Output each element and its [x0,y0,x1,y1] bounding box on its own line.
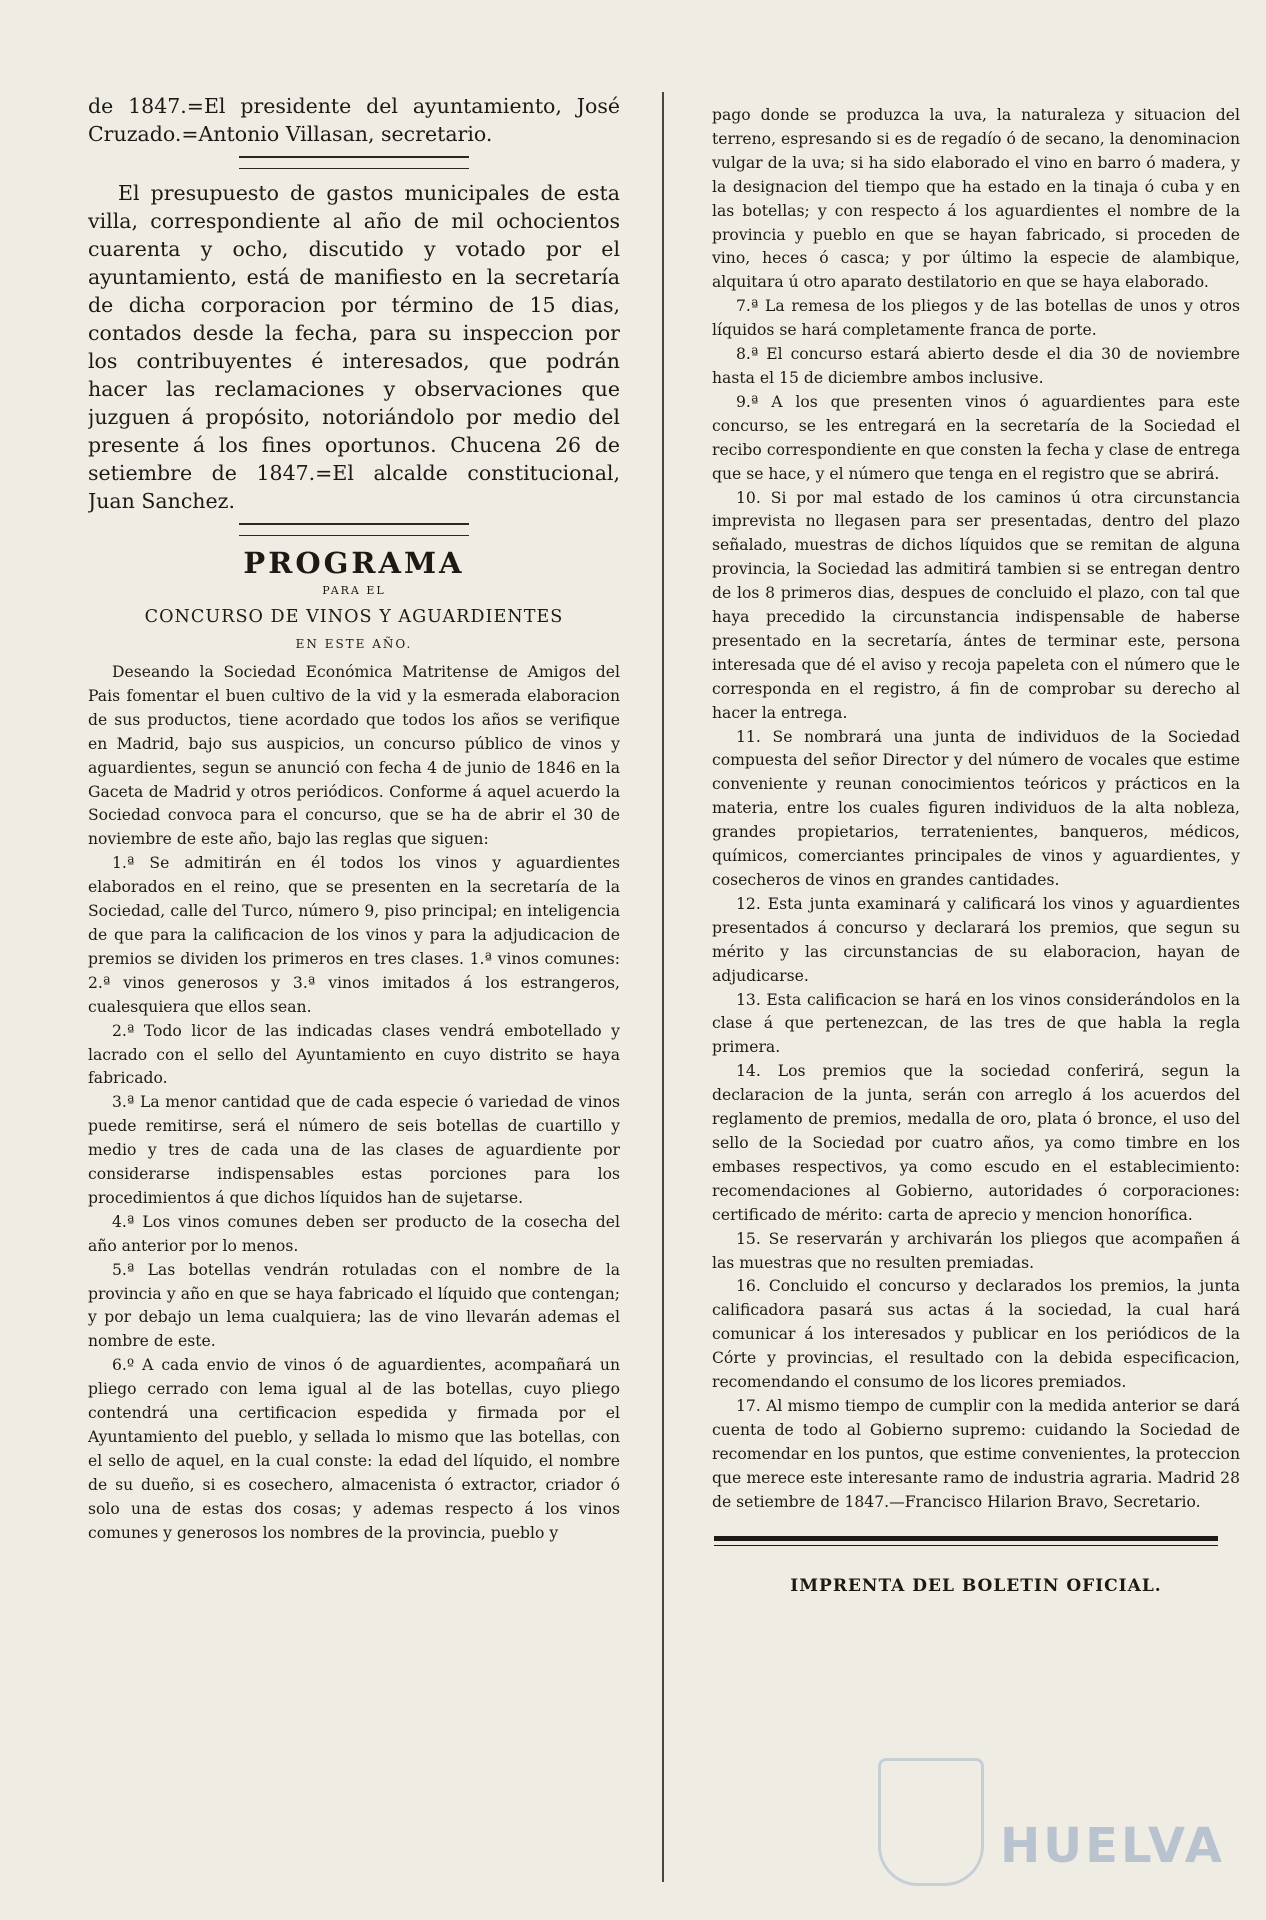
rule-8: 8.ª El concurso estará abierto desde el dia 30 de noviembre hasta el 15 de diciembre ambos inclusive. [712,345,1240,387]
imprint-line: IMPRENTA DEL BOLETIN OFICIAL. [790,1576,1162,1597]
left-paragraph-2: El presupuesto de gastos municipales de esta villa, correspondiente al año de mil ochocientos cuarenta y ocho, discutido y votado por el ayuntamiento, está de manifiesto en la secretaría de dicha corporacion por término de 15 dias, contados desde la fecha, para su inspeccion por los contribuyentes é interesados, que podrán hacer las reclamaciones y observaciones que juzguen á propósito, notoriándolo por medio del presente á los fines oportunos. Chucena 26 de setiembre de 1847.=El alcalde constitucional, Juan Sanchez. [88,181,620,513]
programa-name: CONCURSO DE VINOS Y AGUARDIENTES [144,607,564,627]
programa-intro: Deseando la Sociedad Económica Matritense de Amigos del Pais fomentar el buen cultivo de la vid y la esmerada elaboracion de sus productos, tiene acordado que todos los años se verifique en Madrid, bajo sus auspicios, un concurso público de vinos y aguardientes, segun se anunció con fecha 4 de junio de 1846 en la Gaceta de Madrid y otros periódicos. Conforme á aquel acuerdo la Sociedad convoca para el concurso, que se ha de abrir el 30 de noviembre de este año, bajo las reglas que siguen: [88,663,620,849]
rule-6-continued: pago donde se produzca la uva, la naturaleza y situacion del terreno, espresando si es de regadío ó de secano, la denominacion vulgar de la uva; si ha sido elaborado el vino en barro ó madera, y la designacion del tiempo que ha estado en la tinaja ó cuba y en las botellas; y con respecto á los aguardientes el nombre de la provincia y pueblo en que se hayan fabricado, si proceden de vino, heces ó casca; y por último la especie de alambique, alquitara ú otro aparato destilatorio en que se haya elaborado. [712,106,1240,292]
right-column [712,104,1240,1596]
ornamental-rule [239,156,469,169]
rule-12: 12. Esta junta examinará y calificará los vinos y aguardientes presentados á concurso y declarará los premios, que segun su mérito y las circunstancias de su elaboracion, hayan de adjudicarse. [712,894,1240,985]
left-column [88,92,620,1546]
rule-4: 4.ª Los vinos comunes deben ser producto de la cosecha del año anterior por lo menos. [88,1212,620,1255]
library-watermark [878,1758,1248,1908]
ornamental-rule [239,523,469,536]
rule-2: 2.ª Todo licor de las indicadas clases vendrá embotellado y lacrado con el sello del Ayuntamiento en cuyo distrito se haya fabricado. [88,1021,620,1088]
rule-10: 10. Si por mal estado de los caminos ú otra circunstancia imprevista no llegasen para ser presentadas, dentro del plazo señalado, muestras de dichos líquidos que se remitan de alguna provincia, la Sociedad las admitirá tambien si se entregan dentro de los 8 primeros dias, despues de concluido el plazo, con tal que haya precedido la circunstancia indispensable de haberse presentado en la secretaría, ántes de terminar este, persona interesada que dé el aviso y recoja papeleta con el número que le corresponda en el registro, á fin de comprobar su derecho al hacer la entrega. [712,488,1240,722]
rule-17: 17. Al mismo tiempo de cumplir con la medida anterior se dará cuenta de todo al Gobierno supremo: cuidando la Sociedad de recomendar en los puntos, que estime convenientes, la proteccion que merece este interesante ramo de industria agraria. Madrid 28 de setiembre de 1847.—Francisco Hilarion Bravo, Secretario. [712,1396,1240,1511]
rule-11: 11. Se nombrará una junta de individuos de la Sociedad compuesta del señor Director y del número de vocales que estime conveniente y reunan conocimientos teóricos y prácticos en la materia, entre los cuales figuren individuos de la alta nobleza, grandes propietarios, terratenientes, banqueros, médicos, químicos, comerciantes principales de vinos y aguardientes, y cosecheros de vinos en grandes cantidades. [712,727,1240,889]
rule-14: 14. Los premios que la sociedad conferirá, segun la declaracion de la junta, serán con arreglo á los acuerdos del reglamento de premios, medalla de oro, plata ó bronce, el uso del sello de la Sociedad por cuatro años, ya como timbre en los embases respectivos, ya como escudo en el establecimiento: recomendaciones al Gobierno, autoridades ó corporaciones: certificado de mérito: carta de aprecio y mencion honorífica. [712,1062,1240,1224]
rule-13: 13. Esta calificacion se hará en los vinos considerándolos en la clase á que pertenezcan, de las tres de que habla la regla primera. [712,990,1240,1057]
rule-5: 5.ª Las botellas vendrán rotuladas con el nombre de la provincia y año en que se haya fabricado el líquido que contengan; y por debajo un lema cualquiera; las de vino llevarán ademas el nombre de este. [88,1260,620,1351]
programa-subtitle: PARA EL [322,584,386,597]
programa-title: PROGRAMA [243,546,465,580]
column-divider [662,92,664,1882]
rule-15: 15. Se reservarán y archivarán los pliegos que acompañen á las muestras que no resulten premiadas. [712,1229,1240,1272]
rule-9: 9.ª A los que presenten vinos ó aguardientes para este concurso, se les entregará en la secretaría de la Sociedad el recibo correspondiente en que consten la fecha y clase de entrega que se hace, y el número que tenga en el registro que se abrirá. [712,392,1240,483]
rule-6: 6.º A cada envio de vinos ó de aguardientes, acompañará un pliego cerrado con lema igual al de las botellas, cuyo pliego contendrá una certificacion espedida y firmada por el Ayuntamiento del pueblo, y sellada lo mismo que las botellas, con el sello de aquel, en la cual conste: la edad del líquido, el nombre de su dueño, si es cosechero, almacenista ó extractor, criador ó solo una de estas dos cosas; y ademas respecto á los vinos comunes y generosos los nombres de la provincia, pueblo y [88,1356,620,1542]
rule-7: 7.ª La remesa de los pliegos y de las botellas de unos y otros líquidos se hará completamente franca de porte. [712,297,1240,340]
programa-year: EN ESTE AÑO. [295,637,413,651]
rule-16: 16. Concluido el concurso y declarados los premios, la junta calificadora pasará sus actas á la sociedad, la cual hará comunicar á los interesados y publicar en los periódicos de la Córte y provincias, el resultado con la debida especificacion, recomendando el consumo de los licores premiados. [712,1277,1240,1392]
rule-1: 1.ª Se admitirán en él todos los vinos y aguardientes elaborados en el reino, que se presenten en la secretaría de la Sociedad, calle del Turco, número 9, piso principal; en inteligencia de que para la calificacion de los vinos y para la adjudicacion de premios se dividen los primeros en tres clases. 1.ª vinos comunes: 2.ª vinos generosos y 3.ª vinos imitados á los estrangeros, cualesquiera que ellos sean. [88,854,620,1016]
watermark-text: HUELVA [1000,1818,1225,1874]
rule-3: 3.ª La menor cantidad que de cada especie ó variedad de vinos puede remitirse, será el número de seis botellas de cuartillo y medio y tres de cada una de las clases de aguardiente por considerarse indispensables estas porciones para los procedimientos á que dichos líquidos han de sujetarse. [88,1093,620,1207]
end-thick-rule [714,1536,1218,1541]
left-paragraph-1: de 1847.=El presidente del ayuntamiento, José Cruzado.=Antonio Villasan, secretario. [88,94,620,146]
coat-of-arms-icon [878,1758,984,1886]
end-thin-rule [714,1545,1218,1546]
